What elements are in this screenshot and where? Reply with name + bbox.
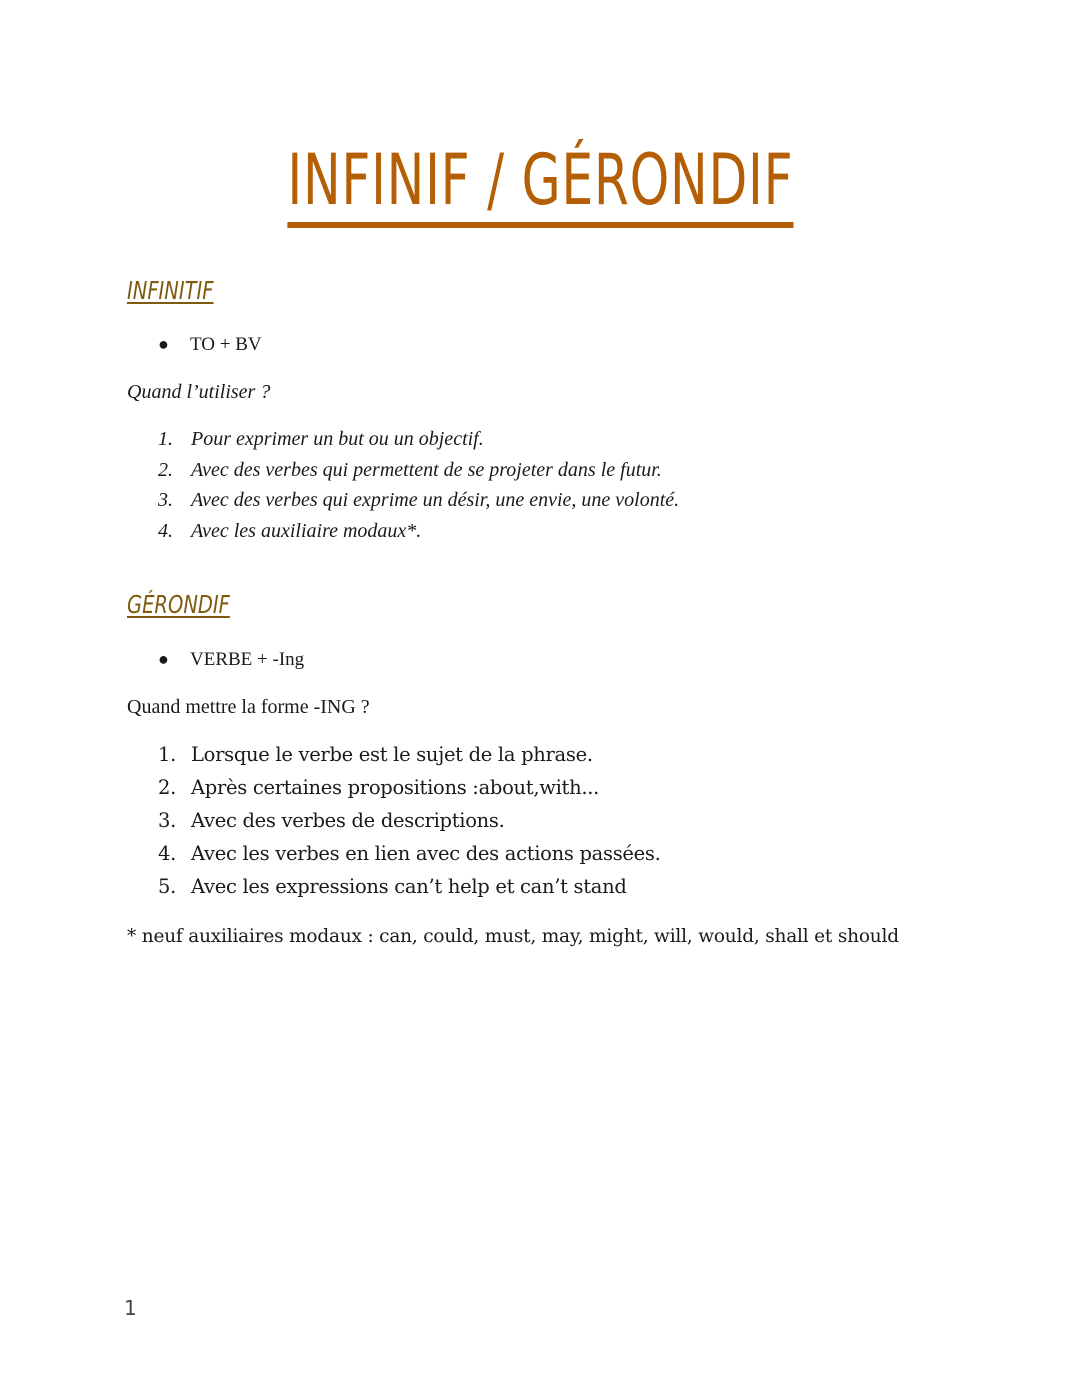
list-item-text: Après certaines propositions :about,with... (191, 776, 600, 799)
list-item (158, 516, 679, 547)
list-item-number: 4. (158, 519, 173, 542)
list-item (158, 804, 661, 837)
list-item-text: Lorsque le verbe est le sujet de la phrase. (191, 743, 593, 766)
footnote: * neuf auxiliaires modaux : can, could, must, may, might, will, would, shall et should (127, 926, 899, 947)
list-item (158, 424, 679, 455)
list-item-number: 4. (158, 842, 177, 865)
list-item-number: 1. (158, 428, 173, 450)
document-title-text: INFINIF / GÉRONDIF (287, 140, 793, 228)
gerondif-list (158, 738, 661, 903)
list-item-number: 2. (158, 776, 177, 799)
list-item (158, 771, 661, 804)
gerondif-bullet-text: VERBE + -Ing (190, 649, 305, 670)
list-item-number: 5. (158, 875, 177, 898)
gerondif-bullet-item (158, 647, 304, 672)
bullet-icon: ● (158, 334, 169, 354)
list-item-text: Avec les expressions can’t help et can’t stand (191, 875, 627, 898)
list-item-number: 2. (158, 458, 173, 481)
gerondif-heading: GÉRONDIF (127, 590, 230, 619)
document-title (0, 140, 1080, 228)
list-item-text: Avec des verbes qui exprime un désir, une envie, une volonté. (191, 489, 680, 511)
list-item (158, 837, 661, 870)
infinitif-heading: INFINITIF (127, 276, 214, 305)
list-item-text: Avec des verbes qui permettent de se projeter dans le futur. (191, 458, 662, 481)
list-item-text: Avec des verbes de descriptions. (191, 809, 505, 832)
page-number: 1 (124, 1296, 137, 1320)
infinitif-bullet-item (158, 332, 262, 357)
list-item-text: Avec les auxiliaire modaux*. (191, 519, 422, 542)
list-item (158, 738, 661, 771)
list-item (158, 455, 679, 486)
bullet-icon: ● (158, 649, 169, 669)
list-item-number: 3. (158, 489, 173, 511)
list-item-text: Avec les verbes en lien avec des actions passées. (191, 842, 661, 865)
list-item-text: Pour exprimer un but ou un objectif. (191, 428, 484, 450)
list-item (158, 485, 679, 516)
infinitif-list (158, 424, 679, 546)
infinitif-bullet-text: TO + BV (190, 334, 262, 355)
list-item (158, 870, 661, 903)
gerondif-question: Quand mettre la forme -ING ? (127, 696, 370, 718)
list-item-number: 3. (158, 809, 177, 832)
list-item-number: 1. (158, 743, 177, 766)
infinitif-question: Quand l’utiliser ? (127, 381, 271, 403)
